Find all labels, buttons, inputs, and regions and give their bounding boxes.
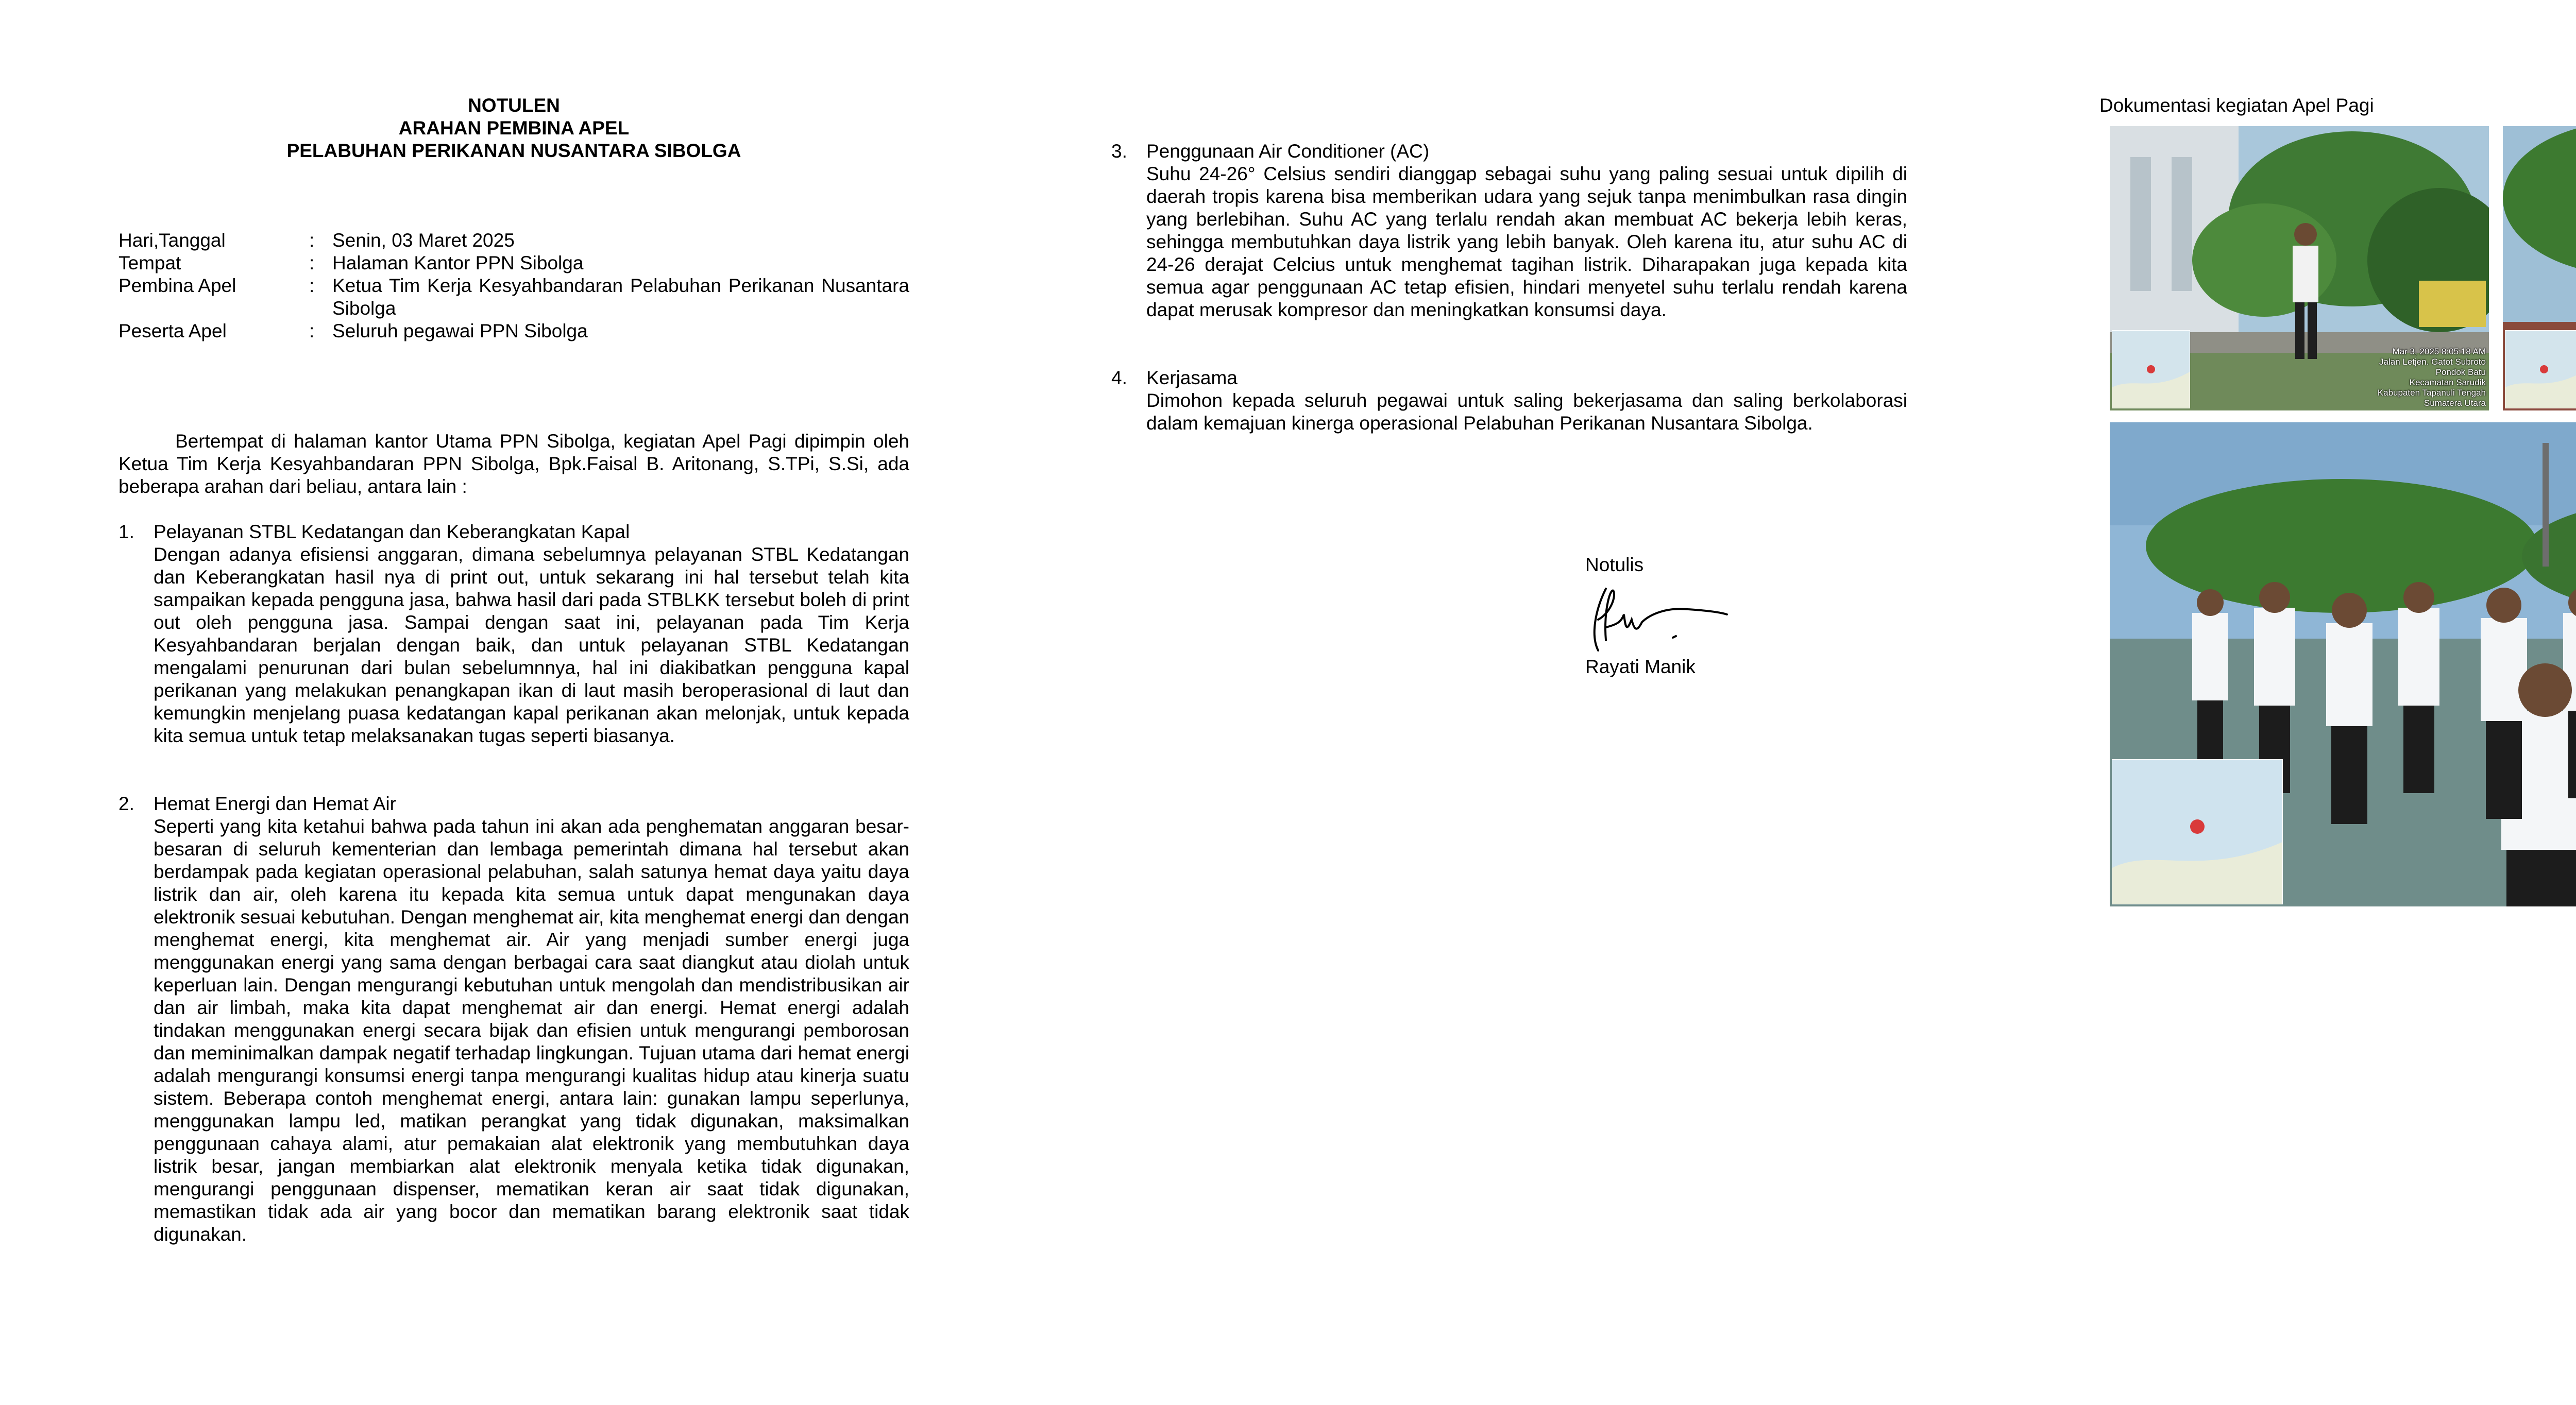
signature-role: Notulis [1585, 554, 1644, 575]
event-photo [2503, 126, 2576, 410]
signature-name: Rayati Manik [1585, 656, 1696, 677]
document-title: NOTULEN [468, 95, 560, 116]
section-number: 1. [118, 521, 134, 542]
section-number: 4. [1111, 367, 1127, 388]
section-item [1111, 140, 1907, 321]
event-photo [2110, 422, 2576, 906]
event-photo [2110, 126, 2489, 410]
meta-row [118, 320, 909, 342]
meta-value: Ketua Tim Kerja Kesyahbandaran Pelabuhan Perikanan Nusantara Sibolga [332, 275, 909, 319]
section-heading: Penggunaan Air Conditioner (AC) [1146, 141, 1430, 162]
section-item [118, 521, 909, 747]
section-text: Dengan adanya efisiensi anggaran, dimana sebelumnya pelayanan STBL Kedatangan dan Keberangkatan hasil nya di print out, untuk sekarang ini hal tersebut telah kita sampaikan kepada pengguna jasa, bahwa hasil dari pada STBLKK tersebut boleh di print out oleh pengguna jasa. Sampai dengan saat ini, pelayanan pada Tim Kerja Kesyahbandaran berjalan dengan baik, dan untuk pelayanan STBL Kedatangan mengalami penurunan dari bulan sebelumnnya, hal ini diakibatkan pengguna kapal perikanan yang melakukan penangkapan ikan di laut masih beroperasional di laut dan kemungkin menjelang puasa kedatangan kapal perikanan akan melonjak, untuk kepada kita semua untuk tetap melaksanakan tugas seperti biasanya. [154, 544, 909, 746]
location-map-thumbnail [2505, 330, 2576, 408]
location-map-thumbnail [2112, 330, 2190, 408]
meta-row [118, 275, 909, 320]
section-heading: Kerjasama [1146, 367, 1238, 388]
meta-value: Senin, 03 Maret 2025 [332, 230, 515, 251]
section-number: 3. [1111, 141, 1127, 162]
meta-colon: : [309, 230, 315, 251]
section-text: Suhu 24-26° Celsius sendiri dianggap sebagai suhu yang paling sesuai untuk dipilih di daerah tropis karena bisa memberikan udara yang sejuk tanpa menimbulkan rasa dingin yang berlebihan. Suhu AC yang terlalu rendah akan membuat AC bekerja lebih keras, sehingga membutuhkan daya listrik yang lebih banyak. Oleh karena itu, atur suhu AC di 24-26 derajat Celcius untuk menghemat tagihan listrik. Diharapakan juga kepada kita semua agar penggunaan AC tetap efisien, hindari menyetel suhu terlalu rendah karena dapat merusak kompresor dan meningkatkan konsumsi daya. [1146, 163, 1907, 320]
section-text: Dimohon kepada seluruh pegawai untuk saling bekerjasama dan saling berkolaborasi dalam kemajuan kinerga operasional Pelabuhan Perikanan Nusantara Sibolga. [1146, 390, 1907, 434]
section-heading: Pelayanan STBL Kedatangan dan Keberangkatan Kapal [154, 521, 630, 542]
section-number: 2. [118, 793, 134, 814]
meta-row [118, 229, 909, 252]
meta-table [118, 229, 909, 342]
meta-label: Tempat [118, 252, 181, 273]
meta-value: Seluruh pegawai PPN Sibolga [332, 320, 588, 341]
handwritten-signature [1585, 578, 1730, 656]
section-text: Seperti yang kita ketahui bahwa pada tahun ini akan ada penghematan anggaran besar-besaran di seluruh kementerian dan lembaga pemerintah dimana hal tersebut akan berdampak pada kegiatan operasional pelabuhan, salah satunya hemat daya yaitu daya listrik dan air, oleh karena itu kepada kita semua untuk dapat mengunakan daya elektronik sesuai kebutuhan. Dengan menghemat air, kita menghemat energi dan dengan menghemat energi, kita menghemat air. Air yang menjadi sumber energi juga menggunakan energi yang sama dengan berbagai cara saat diangkut atau diolah untuk keperluan lain. Dengan mengurangi kebutuhan untuk mengolah dan mendistribusikan air dan air limbah, maka kita dapat menghemat air dan energi. Hemat energi adalah tindakan menggunakan energi secara bijak dan efisien untuk mengurangi pemborosan dan meminimalkan dampak negatif terhadap lingkungan. Tujuan utama dari hemat energi adalah mengurangi konsumsi energi tanpa mengurangi kualitas hidup atau kinerja suatu sistem. Beberapa contoh menghemat energi, antara lain: gunakan lampu seperlunya, menggunakan lampu led, matikan perangkat yang tidak digunakan, maksimalkan penggunaan cahaya alami, atur pemakaian alat elektronik yang membutuhkan daya listrik besar, jangan membiarkan alat elektronik menyala ketika tidak digunakan, mengurangi penggunaan dispenser, mematikan keran air saat tidak digunakan, memastikan tidak ada air yang bocor dan mematikan barang elektronik saat tidak digunakan. [154, 816, 909, 1245]
document-subtitle: ARAHAN PEMBINA APEL [398, 117, 630, 139]
section-item [118, 793, 909, 1246]
meta-value: Halaman Kantor PPN Sibolga [332, 252, 584, 273]
intro-paragraph: Bertempat di halaman kantor Utama PPN Sibolga, kegiatan Apel Pagi dipimpin oleh Ketua Tim Kerja Kesyahbandaran PPN Sibolga, Bpk.Faisal B. Aritonang, S.TPi, S.Si, ada beberapa arahan dari beliau, antara lain : [118, 431, 909, 497]
section-heading: Hemat Energi dan Hemat Air [154, 793, 396, 814]
document-header [118, 94, 909, 162]
meta-row [118, 252, 909, 275]
meta-colon: : [309, 252, 315, 273]
document-subtitle: PELABUHAN PERIKANAN NUSANTARA SIBOLGA [286, 140, 741, 161]
meta-colon: : [309, 320, 315, 341]
section-item [1111, 367, 1907, 435]
page-column-middle [1111, 0, 1907, 677]
location-map-thumbnail [2112, 759, 2283, 904]
documentation-caption: Dokumentasi kegiatan Apel Pagi [2099, 95, 2374, 116]
page-column-left [118, 0, 909, 1246]
signature-block [1585, 554, 1730, 678]
meta-label: Peserta Apel [118, 320, 227, 341]
meta-label: Hari,Tanggal [118, 230, 226, 251]
photo-timestamp-stamp: Mar 3, 2025 8:05:18 AM Jalan Letjen. Gatot Subroto Pondok Batu Kecamatan Sarudik Kabupaten Tapanuli Tengah Sumatera Utara [2377, 347, 2486, 408]
meta-colon: : [309, 275, 315, 296]
meta-label: Pembina Apel [118, 275, 236, 296]
